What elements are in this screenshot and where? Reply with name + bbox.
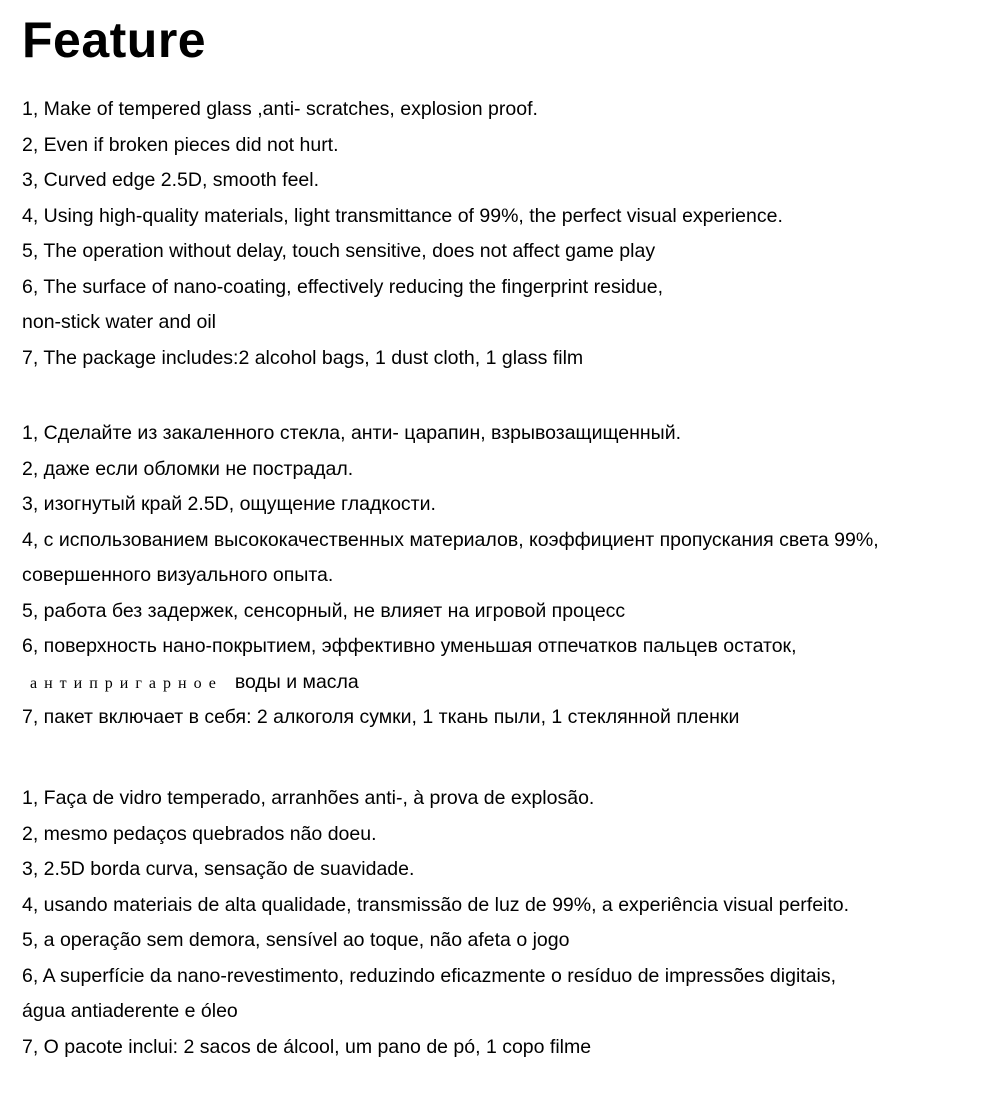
- portuguese-line-7: 7, O pacote inclui: 2 sacos de álcool, um pano de pó, 1 copo filme: [22, 1035, 592, 1058]
- portuguese-feature-list: [22, 781, 982, 1065]
- page-title: Feature: [22, 12, 207, 68]
- english-line-4: 4, Using high-quality materials, light transmittance of 99%, the perfect visual experience.: [22, 204, 783, 227]
- portuguese-line-6-continued: água antiaderente e óleo: [22, 1000, 238, 1022]
- english-line-1: 1, Make of tempered glass ,anti- scratches, explosion proof.: [22, 98, 538, 120]
- english-line-3: 3, Curved edge 2.5D, smooth feel.: [22, 169, 320, 191]
- portuguese-line-4: 4, usando materiais de alta qualidade, transmissão de luz de 99%, a experiência visual perfeito.: [22, 893, 850, 916]
- russian-line-3: 3, изогнутый край 2.5D, ощущение гладкости.: [22, 493, 436, 515]
- portuguese-line-5: 5, a operação sem demora, sensível ao toque, não afeta o jogo: [22, 929, 570, 951]
- russian-line-5: 5, работа без задержек, сенсорный, не влияет на игровой процесс: [22, 599, 626, 622]
- english-line-2: 2, Even if broken pieces did not hurt.: [22, 133, 339, 156]
- portuguese-line-2: 2, mesmo pedaços quebrados não doeu.: [22, 822, 377, 845]
- russian-line-6: 6, поверхность нано-покрытием, эффективно уменьшая отпечатков пальцев остаток,: [22, 635, 797, 657]
- russian-line-7: 7, пакет включает в себя: 2 алкоголя сумки, 1 ткань пыли, 1 стеклянной пленки: [22, 706, 740, 728]
- russian-line-4-continued: совершенного визуального опыта.: [22, 564, 334, 586]
- russian-line-6-continued: [22, 665, 982, 701]
- russian-feature-list: [22, 416, 982, 736]
- russian-spaced-word: антипригарное: [30, 674, 223, 692]
- portuguese-line-3: 3, 2.5D borda curva, sensação de suavidade.: [22, 858, 415, 880]
- english-feature-list: [22, 92, 982, 376]
- russian-line-2: 2, даже если обломки не пострадал.: [22, 457, 354, 480]
- russian-line-1: 1, Сделайте из закаленного стекла, анти- царапин, взрывозащищенный.: [22, 422, 682, 444]
- english-line-5: 5, The operation without delay, touch sensitive, does not affect game play: [22, 240, 656, 262]
- english-line-6-continued: non-stick water and oil: [22, 311, 217, 333]
- russian-line-6-rest: воды и масла: [234, 670, 359, 693]
- portuguese-line-6: 6, A superfície da nano-revestimento, reduzindo eficazmente o resíduo de impressões digitais,: [22, 964, 837, 987]
- english-line-6: 6, The surface of nano-coating, effectively reducing the fingerprint residue,: [22, 275, 663, 298]
- english-line-7: 7, The package includes:2 alcohol bags, 1 dust cloth, 1 glass film: [22, 346, 584, 369]
- portuguese-line-1: 1, Faça de vidro temperado, arranhões anti-, à prova de explosão.: [22, 787, 595, 809]
- russian-line-4: 4, с использованием высококачественных материалов, коэффициент пропускания света 99%,: [22, 528, 879, 551]
